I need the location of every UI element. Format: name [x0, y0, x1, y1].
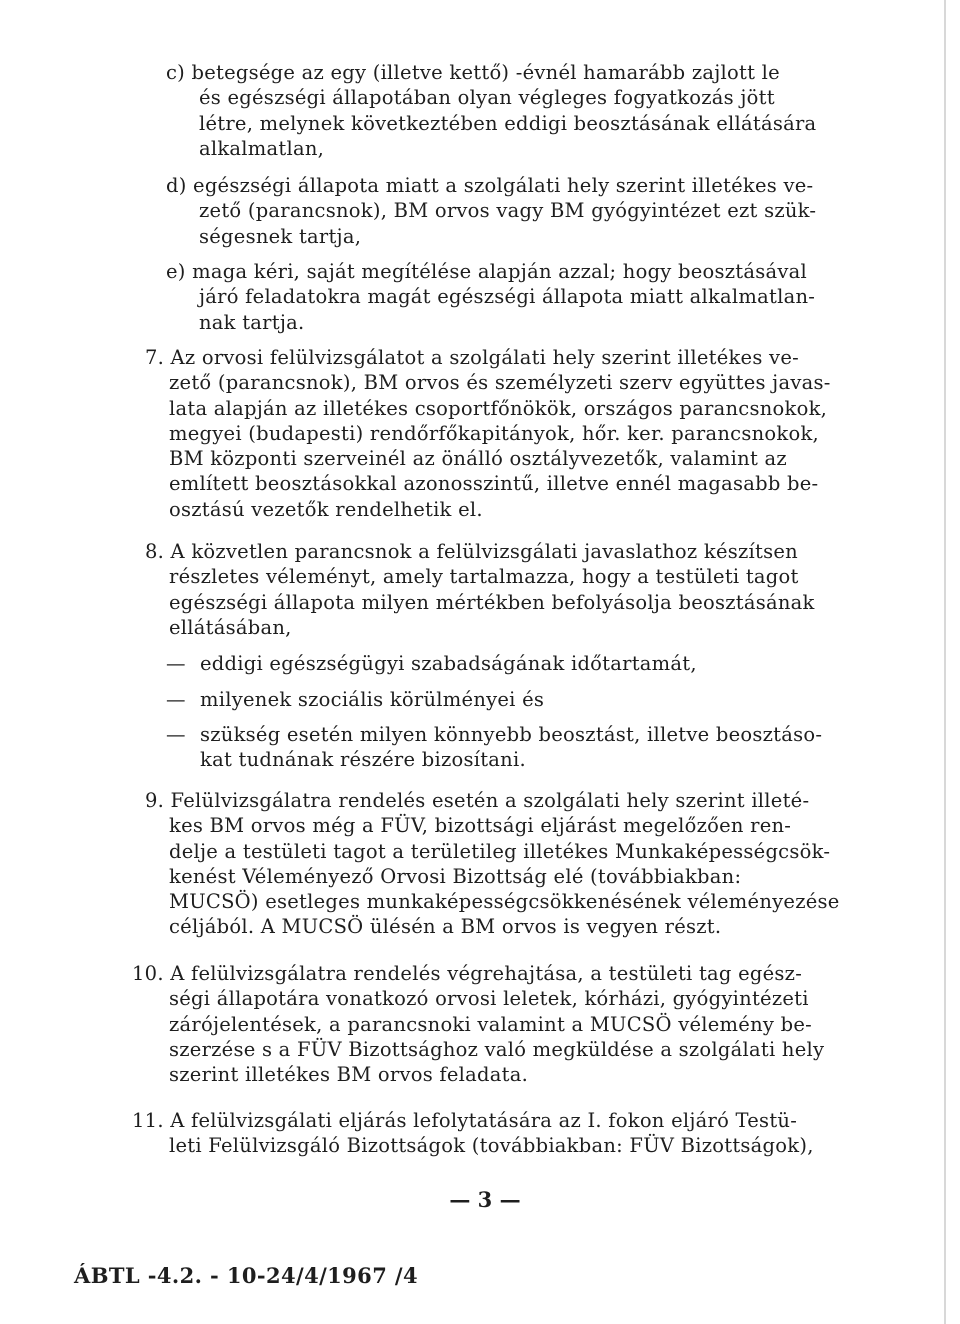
- dash-bullet: —: [166, 723, 186, 746]
- text-line: és egészségi állapotában olyan végleges fogyatkozás jött: [199, 86, 775, 110]
- text-line: zető (parancsnok), BM orvos és személyzeti szerv együttes javas-: [169, 371, 831, 395]
- text-line: osztású vezetők rendelhetik el.: [169, 497, 483, 521]
- text-line: ellátásában,: [169, 615, 292, 639]
- section-10: [132, 961, 824, 1087]
- text-line: MUCSÖ) esetleges munkaképességcsökkenésének véleményezése: [169, 890, 840, 914]
- text-line: leti Felülvizsgáló Bizottságok (továbbiakban: FÜV Bizottságok),: [169, 1134, 814, 1158]
- text-line: 10. A felülvizsgálatra rendelés végrehajtása, a testületi tag egész-: [132, 962, 803, 985]
- dash-item: [166, 687, 544, 712]
- text-line: lata alapján az illetékes csoportfőnökök, országos parancsnokok,: [169, 396, 828, 420]
- text-line: c) betegsége az egy (illetve kettő) -évnél hamarább zajlott le: [166, 61, 780, 84]
- item-d: [166, 173, 816, 249]
- text-line: zárójelentések, a parancsnoki valamint a MUCSÖ vélemény be-: [169, 1012, 812, 1036]
- text-line: d) egészségi állapota miatt a szolgálati hely szerint illetékes ve-: [166, 174, 814, 197]
- text-line: BM központi szerveinél az önálló osztályvezetők, valamint az: [169, 447, 787, 471]
- section-7: [145, 345, 831, 522]
- text-line: delje a testületi tagot a területileg illetékes Munkaképességcsök-: [169, 839, 831, 863]
- text-line: 8. A közvetlen parancsnok a felülvizsgálati javaslathoz készítsen: [145, 540, 798, 563]
- text-line: eddigi egészségügyi szabadságának időtartamát,: [200, 652, 697, 675]
- text-line: 11. A felülvizsgálati eljárás lefolytatására az I. fokon eljáró Testü-: [132, 1109, 798, 1132]
- text-line: céljából. A MUCSÖ ülésén a BM orvos is vegyen részt.: [169, 915, 722, 939]
- dash-item: [166, 651, 697, 676]
- text-line: egészségi állapota milyen mértékben befolyásolja beosztásának: [169, 590, 815, 614]
- page-edge: [944, 0, 946, 1324]
- text-line: szerzése s a FÜV Bizottsághoz való megküldése a szolgálati hely: [169, 1037, 825, 1061]
- dash-item-continuation: [200, 747, 526, 772]
- text-line: járó feladatokra magát egészségi állapota miatt alkalmatlan-: [199, 285, 816, 309]
- text-line: 9. Felülvizsgálatra rendelés esetén a szolgálati hely szerint illeté-: [145, 789, 810, 812]
- text-line: alkalmatlan,: [199, 136, 325, 160]
- text-line: szükség esetén milyen könnyebb beosztást, illetve beosztáso-: [200, 723, 823, 746]
- text-line: létre, melynek következtében eddigi beosztásának ellátására: [199, 111, 817, 135]
- text-line: 7. Az orvosi felülvizsgálatot a szolgálati hely szerint illetékes ve-: [145, 346, 799, 369]
- item-e: [166, 259, 815, 335]
- text-line: kat tudnának részére bizosítani.: [200, 748, 526, 771]
- section-11: [132, 1108, 814, 1159]
- text-line: részletes véleményt, amely tartalmazza, hogy a testületi tagot: [169, 565, 799, 589]
- text-line: nak tartja.: [199, 310, 305, 334]
- text-line: kenést Véleményező Orvosi Bizottság elé (továbbiakban:: [169, 864, 742, 888]
- text-line: ségi állapotára vonatkozó orvosi leletek, kórházi, gyógyintézeti: [169, 987, 809, 1011]
- text-line: e) maga kéri, saját megítélése alapján azzal; hogy beosztásával: [166, 260, 808, 283]
- text-line: kes BM orvos még a FÜV, bizottsági eljárást megelőzően ren-: [169, 814, 792, 838]
- text-line: szerint illetékes BM orvos feladata.: [169, 1063, 529, 1087]
- section-9: [145, 788, 840, 940]
- text-line: említett beosztásokkal azonosszintű, illetve ennél magasabb be-: [169, 472, 819, 496]
- archive-reference: ÁBTL -4.2. - 10-24/4/1967 /4: [74, 1263, 419, 1288]
- text-line: milyenek szociális körülményei és: [200, 688, 545, 711]
- item-c: [166, 60, 816, 161]
- dash-item: [166, 722, 822, 747]
- dash-bullet: —: [166, 688, 186, 711]
- page-number: — 3 —: [449, 1187, 521, 1212]
- text-line: megyei (budapesti) rendőrfőkapitányok, hőr. ker. parancsnokok,: [169, 421, 819, 445]
- dash-bullet: —: [166, 652, 186, 675]
- section-8: [145, 539, 815, 640]
- text-line: zető (parancsnok), BM orvos vagy BM gyógyintézet ezt szük-: [199, 199, 817, 223]
- text-line: ségesnek tartja,: [199, 224, 362, 248]
